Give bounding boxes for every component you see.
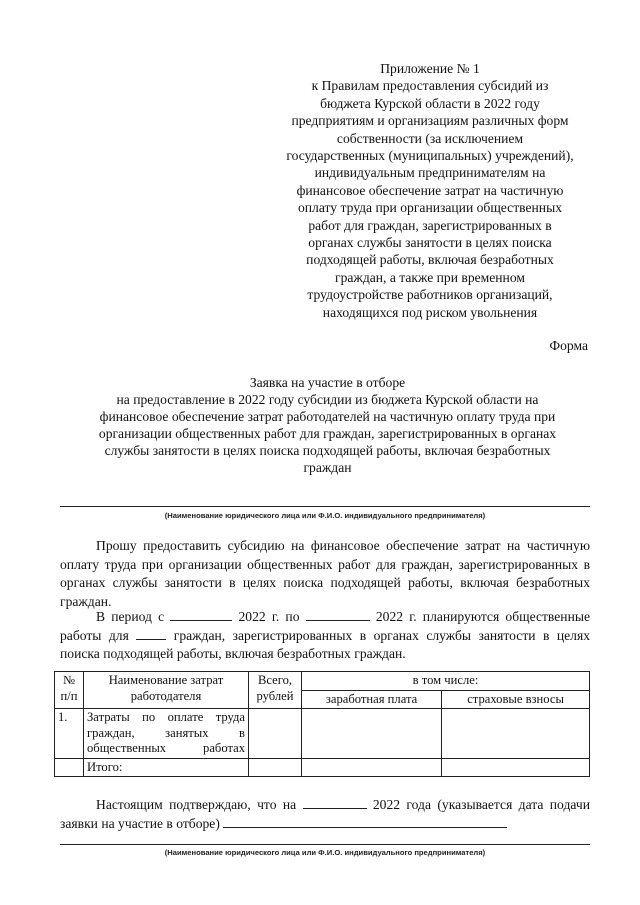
confirm-suffix: 2022 года (указывается дата подачи заявки на участие в отборе): [60, 797, 590, 831]
document-title: [60, 374, 595, 476]
title-line: службы занятости в целях поиска подходящей работы, включая безработных: [104, 443, 551, 458]
period-prefix: В период с: [96, 609, 165, 624]
header-name: Наименование затрат работодателя: [84, 672, 249, 709]
signature-line[interactable]: [60, 844, 590, 845]
row-num: 1.: [55, 709, 84, 759]
appendix-line: государственных (муниципальных) учреждений),: [286, 148, 574, 164]
row-contributions[interactable]: [442, 758, 590, 777]
row-num: [55, 758, 84, 777]
header-salary: заработная плата: [302, 690, 442, 709]
table-row: [55, 709, 590, 759]
title-line: на предоставление в 2022 году субсидии из бюджета Курской области на: [116, 392, 539, 407]
appendix-line: оплату труда при организации общественных: [297, 200, 562, 216]
period-year2: 2022 г. планируются: [375, 609, 500, 624]
title-line: финансовое обеспечение затрат работодателей на частичную оплату труда при: [99, 409, 556, 424]
row-total[interactable]: [249, 709, 302, 759]
table-header-row: [55, 672, 590, 691]
row-contributions[interactable]: [442, 709, 590, 759]
appendix-line: бюджета Курской области в 2022 году: [320, 95, 540, 111]
header-including: в том числе:: [302, 672, 590, 691]
signature-caption: (Наименование юридического лица или Ф.И.О. индивидуального предпринимателя): [164, 848, 486, 857]
appendix-line: индивидуальным предпринимателям на: [314, 165, 546, 181]
header-num: № п/п: [55, 672, 84, 709]
table-total-row: [55, 758, 590, 777]
confirm-paragraph: [60, 796, 590, 833]
title-line: организации общественных работ для граждан, зарегистрированных в органах: [98, 426, 557, 441]
row-salary[interactable]: [302, 758, 442, 777]
appendix-line: к Правилам предоставления субсидий из: [311, 78, 549, 94]
appendix-line: органах службы занятости в целях поиска: [308, 235, 552, 251]
appendix-line: подходящей работы, включая безработных: [306, 252, 554, 268]
appendix-line: предприятиям и организациям различных форм: [291, 113, 569, 129]
request-text: Прошу предоставить субсидию на финансовое обеспечение затрат на частичную оплату труда при организации общественных работ для граждан, зарегистрированных в органах службы занятости в целях поиска подходящей работы, включая безработных граждан.: [60, 538, 590, 609]
appendix-line: Приложение № 1: [380, 61, 480, 76]
title-line: Заявка на участие в отборе: [249, 375, 406, 390]
row-name: Затраты по оплате труда граждан, занятых в общественных работах: [84, 709, 249, 759]
request-paragraph: [60, 537, 590, 611]
row-salary[interactable]: [302, 709, 442, 759]
appendix-line: работ для граждан, зарегистрированных в: [308, 217, 552, 233]
period-middle: общественные работы для: [60, 609, 591, 643]
period-paragraph: [60, 608, 590, 664]
appendix-line: собственности (за исключением: [336, 130, 524, 146]
applicant-caption: (Наименование юридического лица или Ф.И.О. индивидуального предпринимателя): [164, 511, 486, 520]
period-start-blank[interactable]: [170, 608, 232, 621]
citizens-count-blank[interactable]: [136, 627, 166, 640]
costs-table: [54, 671, 590, 777]
applicant-name-line[interactable]: [60, 506, 590, 507]
confirm-extra-blank[interactable]: [223, 815, 507, 828]
confirm-date-blank[interactable]: [303, 796, 367, 809]
appendix-header: [262, 60, 598, 321]
confirm-prefix: Настоящим подтверждаю, что на: [96, 797, 297, 812]
header-total: Всего, рублей: [249, 672, 302, 709]
appendix-line: находящихся под риском увольнения: [322, 304, 538, 320]
period-end-blank[interactable]: [306, 608, 370, 621]
appendix-line: граждан, а также при временном: [335, 269, 525, 285]
period-suffix: граждан, зарегистрированных в органах службы занятости в целях поиска подходящей работы, включая безработных граждан.: [60, 627, 590, 661]
header-contributions: страховые взносы: [442, 690, 590, 709]
appendix-line: трудоустройстве работников организаций,: [307, 287, 553, 303]
period-year1: 2022 г. по: [238, 609, 300, 624]
row-name: Итого:: [84, 758, 249, 777]
title-line: граждан: [303, 460, 352, 475]
appendix-line: финансовое обеспечение затрат на частичную: [296, 182, 564, 198]
form-label: Форма: [549, 338, 588, 353]
row-total[interactable]: [249, 758, 302, 777]
